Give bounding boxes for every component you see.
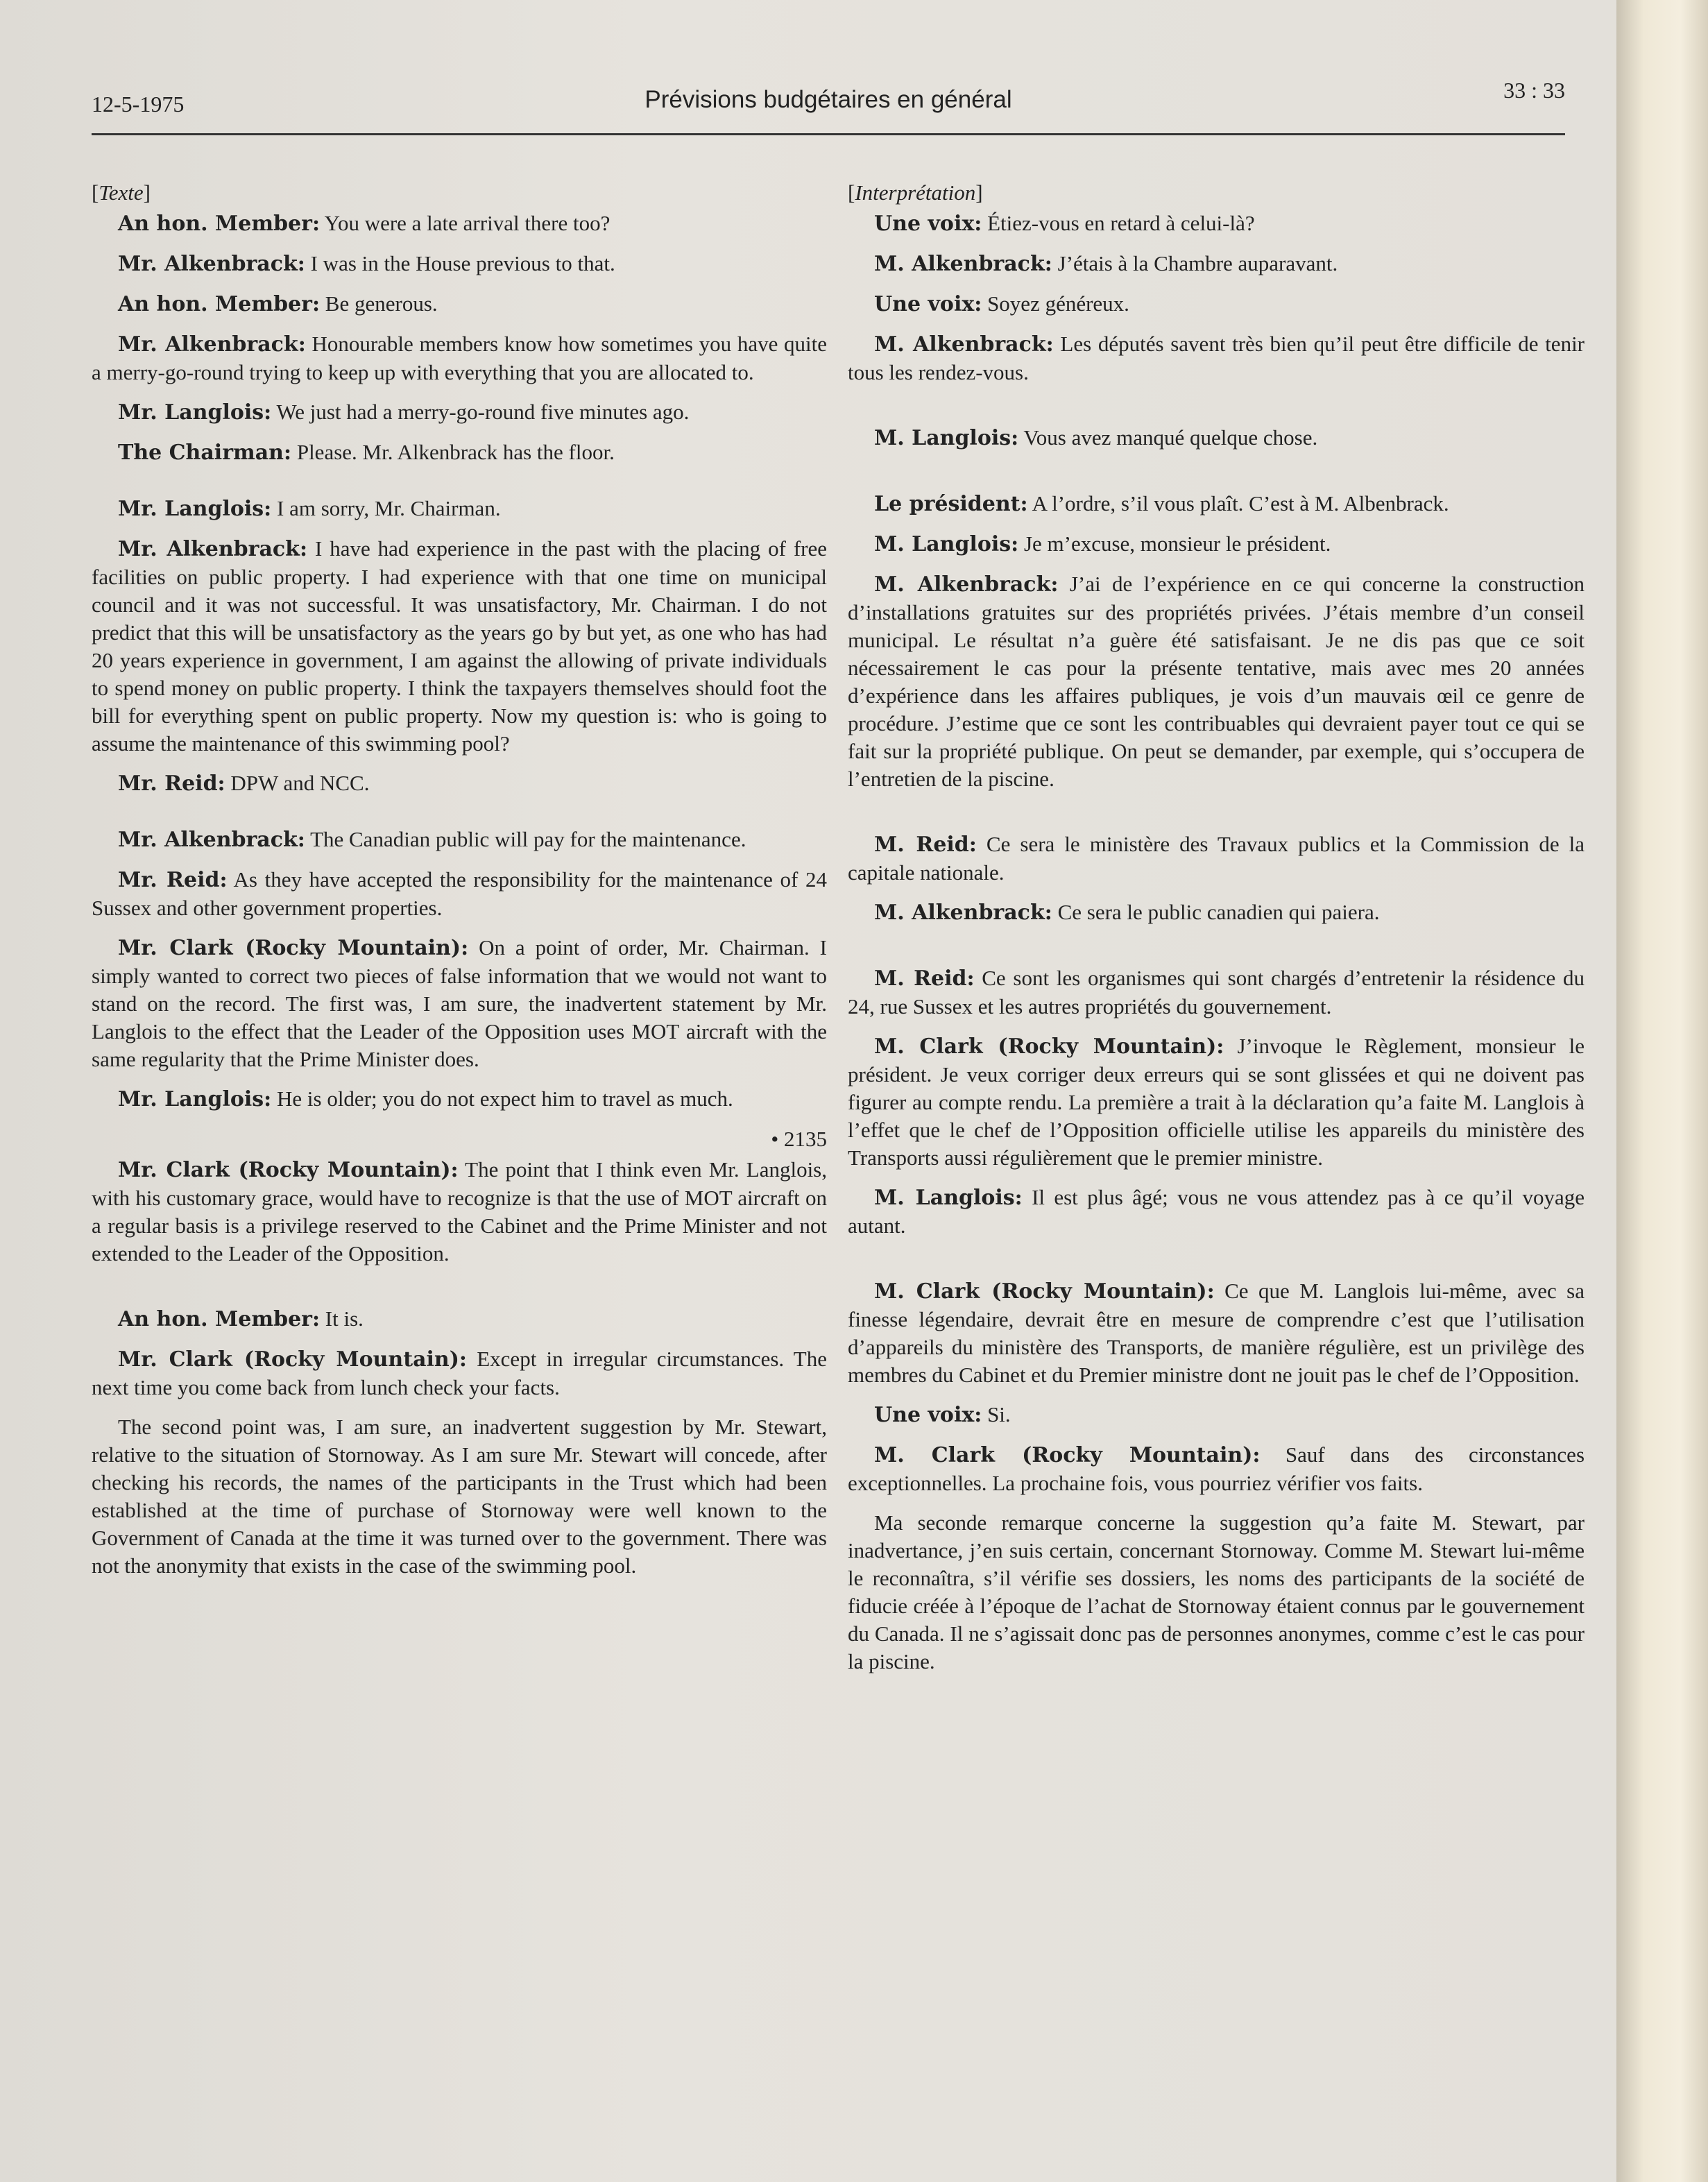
speech-text: We just had a merry-go-round five minutes ago. — [276, 400, 690, 424]
speaker-name: M. Reid: — [874, 833, 977, 857]
transcript-paragraph — [92, 1156, 827, 1268]
transcript-paragraph — [848, 290, 1585, 318]
transcript-paragraph — [848, 1401, 1585, 1429]
speaker-name: M. Langlois: — [874, 532, 1019, 556]
speaker-name: M. Clark (Rocky Mountain): — [874, 1034, 1224, 1059]
header-title: Prévisions budgétaires en général — [644, 86, 1012, 113]
speech-text: Étiez-vous en retard à celui-là? — [987, 211, 1255, 235]
speech-text: DPW and NCC. — [230, 771, 370, 795]
transcript-paragraph — [92, 250, 827, 278]
speech-text: Vous avez manqué quelque chose. — [1023, 425, 1318, 450]
transcript-paragraph — [848, 1184, 1585, 1240]
speech-text: On a point of order, Mr. Chairman. I simply wanted to correct two pieces of false information that we would not want to stand on the record. The first was, I am sure, the inadvertent statement by Mr. Langlois to the effect that the Leader of the Opposition uses MOT aircraft with the same regularity that the Prime Minister does. — [92, 935, 827, 1071]
speech-text: I have had experience in the past with the placing of free facilities on public property. I had experience with that one time on municipal council and it was not successful. It was unsatisfactory, Mr. Chairman. I do not predict that this will be unsatisfactory as the years go by but yet, as one who has had 20 years experience in government, I am against the allowing of private individuals to spend money on public property. I think the taxpayers themselves should foot the bill for everything spent on public property. Now my question is: who is going to assume the maintenance of this swimming pool? — [92, 536, 827, 756]
speaker-name: M. Langlois: — [874, 1186, 1023, 1210]
speaker-name: M. Langlois: — [874, 426, 1019, 450]
transcript-paragraph — [848, 424, 1585, 452]
speech-text: Les députés savent très bien qu’il peut être difficile de tenir tous les rendez-vous. — [848, 332, 1585, 384]
language-label: [Texte] — [92, 180, 151, 205]
speaker-name: M. Reid: — [874, 966, 975, 991]
speaker-name: M. Alkenbrack: — [874, 901, 1052, 925]
speech-text: Sauf dans des circonstances exceptionnelles. La prochaine fois, vous pourriez vérifier vos faits. — [848, 1442, 1585, 1495]
transcript-paragraph — [92, 290, 827, 318]
speaker-name: Mr. Langlois: — [118, 400, 272, 425]
transcript-paragraph — [92, 826, 827, 854]
transcript-paragraph — [92, 1085, 827, 1114]
english-column — [92, 179, 827, 1592]
speech-text: Ce sera le ministère des Travaux publics et la Commission de la capitale nationale. — [848, 832, 1585, 885]
transcript-paragraph — [92, 1413, 827, 1580]
language-label: [Interprétation] — [848, 180, 983, 205]
speech-text: He is older; you do not expect him to travel as much. — [277, 1086, 733, 1111]
speaker-name: An hon. Member: — [118, 1307, 321, 1331]
transcript-paragraph — [848, 530, 1585, 559]
transcript-paragraph — [848, 898, 1585, 927]
speaker-name: Mr. Alkenbrack: — [118, 332, 306, 357]
speech-text: I was in the House previous to that. — [310, 251, 615, 275]
header-date: 12-5-1975 — [92, 92, 185, 117]
transcript-paragraph — [848, 490, 1585, 518]
speaker-name: Une voix: — [874, 292, 982, 316]
transcript-paragraph — [92, 934, 827, 1073]
transcript-paragraph — [92, 398, 827, 427]
speech-text: The point that I think even Mr. Langlois, with his customary grace, would have to recognize is that the use of MOT aircraft on a regular basis is a privilege reserved to the Cabinet and the Prime Minister and not extended to the Leader of the Opposition. — [92, 1157, 827, 1265]
speaker-name: Mr. Langlois: — [118, 497, 272, 521]
speech-text: As they have accepted the responsibility for the maintenance of 24 Sussex and other government properties. — [92, 867, 827, 920]
speech-text: A l’ordre, s’il vous plaît. C’est à M. Albenbrack. — [1032, 491, 1449, 515]
speaker-name: Mr. Clark (Rocky Mountain): — [118, 1158, 459, 1182]
transcript-paragraph — [92, 495, 827, 523]
transcript-paragraph — [848, 330, 1585, 386]
transcript-paragraph — [848, 1277, 1585, 1389]
speaker-name: Le président: — [874, 492, 1028, 516]
speaker-name: Mr. Clark (Rocky Mountain): — [118, 1347, 467, 1372]
transcript-paragraph — [848, 964, 1585, 1021]
transcript-paragraph — [848, 1032, 1585, 1172]
transcript-paragraph — [848, 830, 1585, 887]
speaker-name: Mr. Clark (Rocky Mountain): — [118, 936, 469, 960]
speech-text: J’ai de l’expérience en ce qui concerne la construction d’installations gratuites sur des propriétés privées. J’étais membre d’un conseil municipal. Le résultat n’a guère été satisfaisant. Je ne dis pas que ce soit nécessairement le cas pour la présente tentative, mais avec mes 20 années d’expérience dans les affaires publiques, je vois d’un mauvais œil ce genre de procédure. J’estime que ce sont les contribuables qui devraient payer tout ce qui se fait sur la propriété publique. On peut se demander, par exemple, qui s’occupera de l’entretien de la piscine. — [848, 572, 1585, 791]
page-edge — [1616, 0, 1708, 2182]
header-page-number: 33 : 33 — [1503, 78, 1565, 103]
speech-text: Please. Mr. Alkenbrack has the floor. — [296, 440, 615, 464]
transcript-paragraph — [92, 1305, 827, 1333]
speech-text: I am sorry, Mr. Chairman. — [277, 496, 501, 520]
transcript-paragraph — [92, 535, 827, 758]
transcript-paragraph — [92, 330, 827, 386]
speaker-name: Une voix: — [874, 212, 982, 236]
speaker-name: Mr. Alkenbrack: — [118, 252, 305, 276]
transcript-paragraph — [848, 210, 1585, 238]
speaker-name: M. Clark (Rocky Mountain): — [874, 1279, 1215, 1304]
speaker-name: Mr. Reid: — [118, 772, 225, 796]
speaker-name: Mr. Alkenbrack: — [118, 537, 308, 561]
time-marker: • 2135 — [771, 1127, 827, 1151]
speaker-name: An hon. Member: — [118, 212, 321, 236]
speech-text: It is. — [325, 1306, 364, 1331]
speech-text: Ce que M. Langlois lui-même, avec sa finesse légendaire, devrait être en mesure de comprendre c’est que l’utilisation d’appareils du ministère des Transports, de manière régulière, est un privilège des membres du Cabinet et du Premier ministre dont ne jouit pas le chef de l’Opposition. — [848, 1279, 1585, 1387]
speaker-name: M. Alkenbrack: — [874, 332, 1054, 357]
speaker-name: Mr. Langlois: — [118, 1087, 272, 1111]
transcript-paragraph — [92, 210, 827, 238]
speech-text: Be generous. — [325, 291, 438, 316]
speaker-name: M. Clark (Rocky Mountain): — [874, 1443, 1261, 1467]
speech-text: J’étais à la Chambre auparavant. — [1057, 251, 1338, 275]
speech-text: Except in irregular circumstances. The next time you come back from lunch check your facts. — [92, 1347, 827, 1399]
speaker-name: Mr. Alkenbrack: — [118, 828, 305, 852]
speech-text: J’invoque le Règlement, monsieur le président. Je veux corriger deux erreurs qui se sont glissées et qui ne doivent pas figurer au compte rendu. La première a trait à la déclaration qu’a faite M. Langlois à l’effet que le chef de l’Opposition officielle utilise les appareils du ministère des Transports aussi régulièrement que le premier ministre. — [848, 1034, 1585, 1170]
speech-text: Il est plus âgé; vous ne vous attendez pas à ce qu’il voyage autant. — [848, 1185, 1585, 1238]
transcript-paragraph — [92, 866, 827, 922]
speech-text: Je m’excuse, monsieur le président. — [1023, 531, 1331, 556]
speaker-name: M. Alkenbrack: — [874, 572, 1059, 597]
speech-text: Si. — [987, 1402, 1011, 1426]
transcript-paragraph — [92, 1345, 827, 1401]
speech-text: You were a late arrival there too? — [324, 211, 610, 235]
transcript-paragraph — [848, 570, 1585, 793]
transcript-paragraph — [848, 1509, 1585, 1676]
speaker-name: Mr. Reid: — [118, 868, 228, 892]
speech-text: Soyez généreux. — [987, 291, 1129, 316]
speech-text: The Canadian public will pay for the maintenance. — [310, 827, 746, 851]
transcript-paragraph — [848, 1441, 1585, 1497]
speech-text: Ce sera le public canadien qui paiera. — [1057, 900, 1380, 924]
transcript-paragraph — [848, 250, 1585, 278]
transcript-paragraph — [92, 438, 827, 467]
speaker-name: M. Alkenbrack: — [874, 252, 1052, 276]
speech-text: The second point was, I am sure, an inadvertent suggestion by Mr. Stewart, relative to the situation of Stornoway. As I am sure Mr. Stewart will concede, after checking his records, the names of the participants in the Trust which had been established at the time of purchase of Stornoway were well known to the Government of Canada at the time it was turned over to the government. There was not the anonymity that exists in the case of the swimming pool. — [92, 1415, 827, 1578]
french-column — [848, 179, 1585, 1687]
speech-text: Ma seconde remarque concerne la suggestion qu’a faite M. Stewart, par inadvertance, j’en suis certain, concernant Stornoway. Comme M. Stewart lui-même le reconnaîtra, s’il vérifie ses dossiers, les noms des participants de la société de fiducie créée à l’époque de l’achat de Stornoway étaient connus par le gouvernement du Canada. Il ne s’agissait donc pas de personnes anonymes, comme c’est le cas pour la piscine. — [848, 1510, 1585, 1673]
speaker-name: Une voix: — [874, 1403, 982, 1427]
transcript-paragraph — [92, 769, 827, 798]
speaker-name: An hon. Member: — [118, 292, 321, 316]
speech-text: Ce sont les organismes qui sont chargés d’entretenir la résidence du 24, rue Sussex et les autres propriétés du gouvernement. — [848, 966, 1585, 1018]
speech-text: Honourable members know how sometimes you have quite a merry-go-round trying to keep up with everything that you are allocated to. — [92, 332, 827, 384]
page-header — [92, 78, 1565, 135]
speaker-name: The Chairman: — [118, 441, 292, 465]
